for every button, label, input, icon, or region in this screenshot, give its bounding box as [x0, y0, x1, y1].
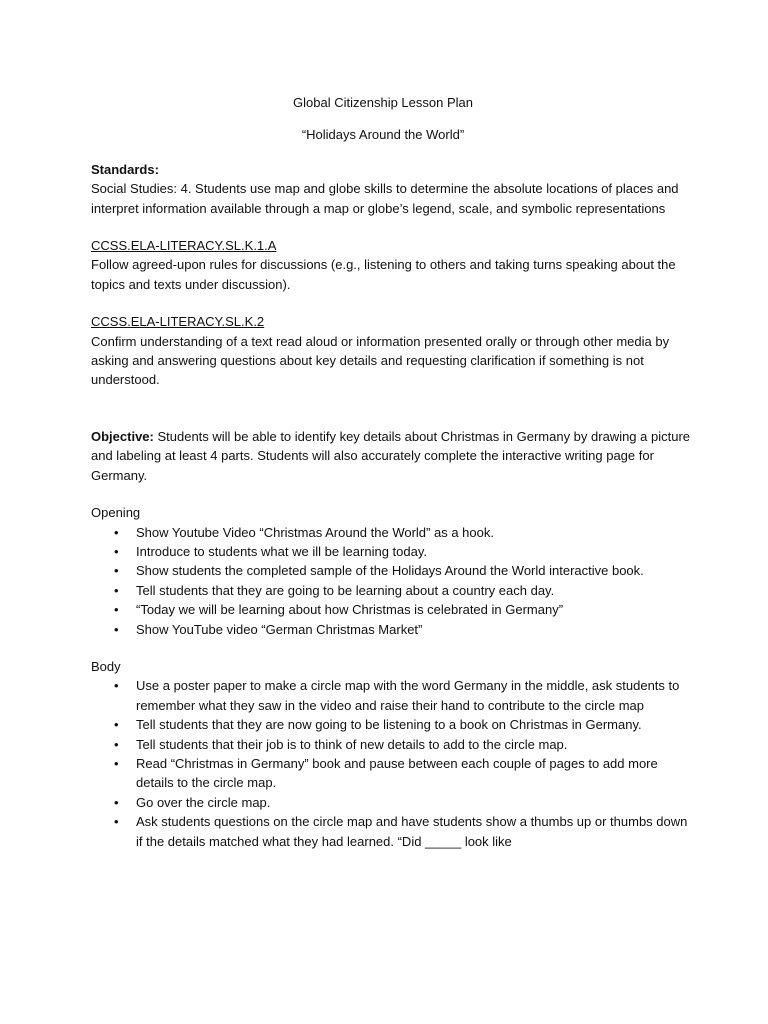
list-item-text: Tell students that their job is to think of new details to add to the circle map.: [136, 736, 568, 752]
opening-list: [91, 523, 691, 639]
list-item: [114, 600, 691, 619]
bullet-icon: •: [114, 717, 119, 733]
ccss-text-1: Follow agreed-upon rules for discussions (e.g., listening to others and taking turns speaking about the topics and texts under discussion).: [91, 257, 676, 292]
list-item-text: Ask students questions on the circle map and have students show a thumbs up or thumbs down if the details matched what they had learned. “Did _____ look like: [136, 814, 688, 849]
list-item-text: Go over the circle map.: [136, 794, 271, 810]
opening-label: Opening: [91, 505, 141, 521]
list-item-text: Introduce to students what we ill be learning today.: [136, 543, 427, 559]
list-item-text: Show students the completed sample of the Holidays Around the World interactive book.: [136, 563, 644, 579]
ccss-code-2: CCSS.ELA-LITERACY.SL.K.2: [91, 314, 265, 330]
bullet-icon: •: [114, 755, 119, 771]
list-item: [114, 542, 691, 561]
list-item: [114, 620, 691, 639]
list-item: [114, 676, 691, 715]
social-studies-standard: Social Studies: 4. Students use map and globe skills to determine the absolute locations of places and interpret information available through a map or globe’s legend, scale, and symbolic representations: [91, 181, 679, 216]
bullet-icon: •: [114, 736, 119, 752]
spacer: [91, 218, 691, 236]
list-item: [114, 735, 691, 754]
list-item-text: Use a poster paper to make a circle map with the word Germany in the middle, ask students to remember what they saw in the video and raise their hand to contribute to the circle map: [136, 678, 680, 713]
document-content: [91, 93, 691, 851]
list-item: [114, 561, 691, 580]
bullet-icon: •: [114, 621, 119, 637]
bullet-icon: •: [114, 543, 119, 559]
page-subtitle: “Holidays Around the World”: [301, 127, 465, 143]
list-item-text: Show YouTube video “German Christmas Market”: [136, 621, 423, 637]
list-item: [114, 581, 691, 600]
ccss-text-2: Confirm understanding of a text read aloud or information presented orally or through other media by asking and answering questions about key details and requesting clarification if something is not understood.: [91, 333, 670, 388]
list-item-text: Tell students that they are going to be learning about a country each day.: [136, 582, 555, 598]
list-item-text: Show Youtube Video “Christmas Around the World” as a hook.: [136, 524, 494, 540]
standards-heading: Standards:: [91, 161, 159, 177]
bullet-icon: •: [114, 524, 119, 540]
spacer: [91, 485, 691, 503]
bullet-icon: •: [114, 582, 119, 598]
list-item: [114, 754, 691, 793]
bullet-icon: •: [114, 814, 119, 830]
ccss-code-1: CCSS.ELA-LITERACY.SL.K.1.A: [91, 238, 277, 254]
objective-text: Students will be able to identify key details about Christmas in Germany by drawing a picture and labeling at least 4 parts. Students will also accurately complete the interactive writing page for Germany.: [91, 428, 691, 483]
list-item: [114, 793, 691, 812]
bullet-icon: •: [114, 602, 119, 618]
list-item-text: Read “Christmas in Germany” book and pause between each couple of pages to add more details to the circle map.: [136, 755, 658, 791]
list-item-text: “Today we will be learning about how Christmas is celebrated in Germany”: [136, 602, 564, 618]
objective-paragraph: [91, 427, 691, 485]
bullet-icon: •: [114, 563, 119, 579]
bullet-icon: •: [114, 678, 119, 694]
list-item: [114, 715, 691, 734]
objective-label: Objective:: [91, 428, 154, 444]
spacer: [91, 294, 691, 312]
body-list: [91, 676, 691, 851]
spacer: [91, 390, 691, 427]
page-title: Global Citizenship Lesson Plan: [293, 95, 473, 110]
bullet-icon: •: [114, 794, 119, 810]
list-item: [114, 812, 691, 851]
list-item-text: Tell students that they are now going to be listening to a book on Christmas in Germany.: [136, 717, 642, 733]
spacer: [91, 639, 691, 657]
body-label: Body: [91, 658, 121, 674]
list-item: [114, 523, 691, 542]
